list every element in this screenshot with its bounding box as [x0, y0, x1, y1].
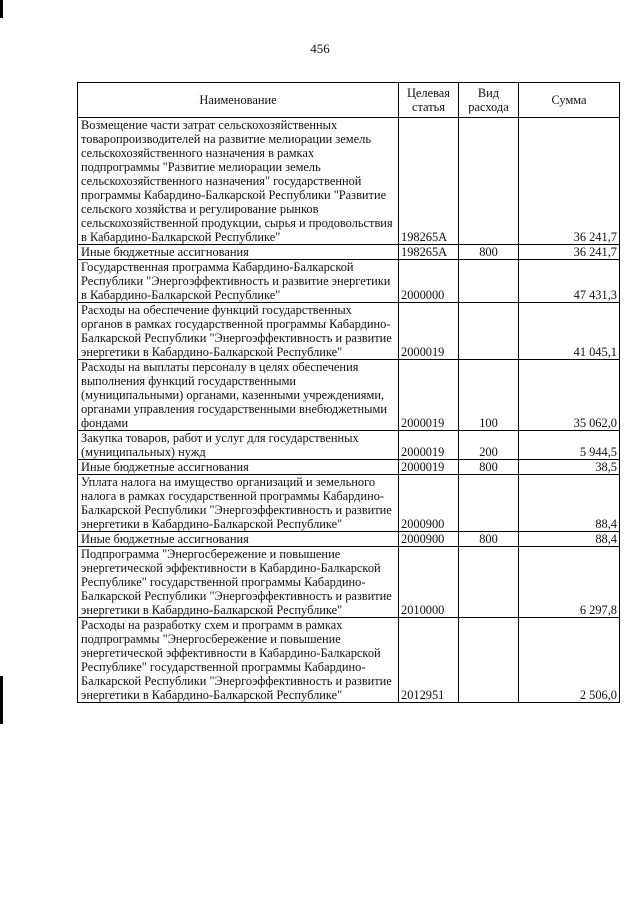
row-type: 800 — [459, 245, 519, 260]
row-sum: 47 431,3 — [519, 260, 620, 303]
table-row — [78, 460, 620, 475]
header-type: Вид расхода — [459, 83, 519, 118]
row-sum: 35 062,0 — [519, 360, 620, 431]
row-type — [459, 303, 519, 360]
table-row — [78, 303, 620, 360]
row-sum: 38,5 — [519, 460, 620, 475]
row-name: Иные бюджетные ассигнования — [78, 245, 399, 260]
row-name: Расходы на обеспечение функций государственных органов в рамках государственной программы Кабардино-Балкарской Республики "Энергоэффективность и развитие энергетики в Кабардино-Балкарской Республике" — [78, 303, 399, 360]
table-row — [78, 260, 620, 303]
row-type: 200 — [459, 431, 519, 460]
row-code: 2000019 — [399, 460, 459, 475]
budget-table — [77, 82, 620, 703]
scan-edge-mark-bottom — [0, 676, 3, 724]
row-sum: 36 241,7 — [519, 118, 620, 245]
row-sum: 2 506,0 — [519, 618, 620, 703]
row-name: Подпрограмма "Энергосбережение и повышение энергетической эффективности в Кабардино-Балкарской Республике" государственной программы Кабардино-Балкарской Республики "Энергоэффективность и развитие энергетики в Кабардино-Балкарской Республике" — [78, 547, 399, 618]
table-row — [78, 431, 620, 460]
row-type — [459, 618, 519, 703]
row-sum: 36 241,7 — [519, 245, 620, 260]
row-sum: 41 045,1 — [519, 303, 620, 360]
row-code: 2000019 — [399, 431, 459, 460]
header-code: Целевая статья — [399, 83, 459, 118]
row-name: Расходы на выплаты персоналу в целях обеспечения выполнения функций государственными (муниципальными) органами, казенными учреждениями, органами управления государственными внебюджетными фондами — [78, 360, 399, 431]
scan-edge-mark-top — [0, 0, 3, 18]
row-sum: 6 297,8 — [519, 547, 620, 618]
row-name: Закупка товаров, работ и услуг для государственных (муниципальных) нужд — [78, 431, 399, 460]
row-code: 2000019 — [399, 360, 459, 431]
row-type — [459, 118, 519, 245]
table-row — [78, 532, 620, 547]
table-header-row — [78, 83, 620, 118]
row-code: 198265А — [399, 118, 459, 245]
row-code: 2000000 — [399, 260, 459, 303]
row-type — [459, 475, 519, 532]
row-name: Иные бюджетные ассигнования — [78, 532, 399, 547]
table-row — [78, 360, 620, 431]
table-row — [78, 547, 620, 618]
header-name: Наименование — [78, 83, 399, 118]
table-row — [78, 245, 620, 260]
row-type: 100 — [459, 360, 519, 431]
row-code: 2000900 — [399, 532, 459, 547]
row-name: Расходы на разработку схем и программ в рамках подпрограммы "Энергосбережение и повышение энергетической эффективности в Кабардино-Балкарской Республике" государственной программы Кабардино-Балкарской Республики "Энергоэффективность и развитие энергетики в Кабардино-Балкарской Республике" — [78, 618, 399, 703]
row-name: Государственная программа Кабардино-Балкарской Республики "Энергоэффективность и развитие энергетики в Кабардино-Балкарской Республике" — [78, 260, 399, 303]
row-name: Уплата налога на имущество организаций и земельного налога в рамках государственной программы Кабардино-Балкарской Республики "Энергоэффективность и развитие энергетики в Кабардино-Балкарской Республике" — [78, 475, 399, 532]
row-name: Возмещение части затрат сельскохозяйственных товаропроизводителей на развитие мелиорации земель сельскохозяйственного назначения в рамках подпрограммы "Развитие мелиорации земель сельскохозяйственного назначения" государственной программы Кабардино-Балкарской Республики "Развитие сельского хозяйства и регулирование рынков сельскохозяйственной продукции, сырья и продовольствия в Кабардино-Балкарской Республике" — [78, 118, 399, 245]
table-row — [78, 618, 620, 703]
row-type — [459, 547, 519, 618]
row-sum: 88,4 — [519, 475, 620, 532]
page-number: 456 — [310, 41, 330, 56]
row-name: Иные бюджетные ассигнования — [78, 460, 399, 475]
row-code: 198265А — [399, 245, 459, 260]
row-code: 2000900 — [399, 475, 459, 532]
row-code: 2012951 — [399, 618, 459, 703]
row-sum: 5 944,5 — [519, 431, 620, 460]
table-row — [78, 118, 620, 245]
row-type: 800 — [459, 460, 519, 475]
row-code: 2010000 — [399, 547, 459, 618]
row-type — [459, 260, 519, 303]
table-row — [78, 475, 620, 532]
row-code: 2000019 — [399, 303, 459, 360]
row-type: 800 — [459, 532, 519, 547]
row-sum: 88,4 — [519, 532, 620, 547]
header-sum: Сумма — [519, 83, 620, 118]
